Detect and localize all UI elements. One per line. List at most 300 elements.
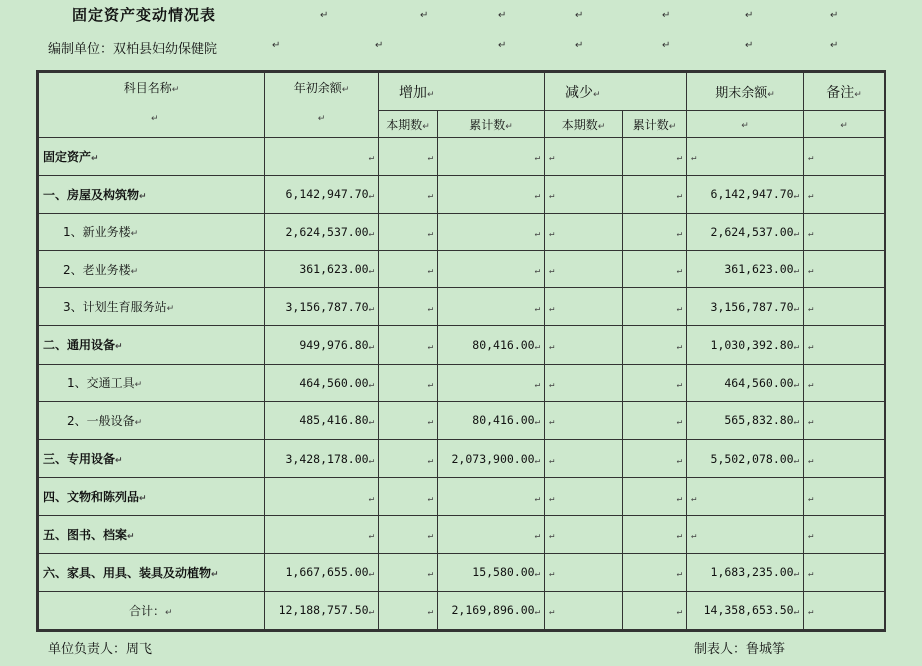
cell-value: 361,623.00 [299, 262, 369, 277]
cell-inc-cum [438, 591, 545, 629]
return-mark-icon: ↵ [498, 10, 507, 21]
row-label: 2、老业务楼 [63, 262, 131, 277]
cell-value: 6,142,947.70 [710, 187, 794, 202]
cell-inc-period [379, 250, 438, 287]
header-decrease: 减少 [565, 84, 594, 101]
return-mark-icon: ↵ [420, 10, 429, 21]
row-label-cell [39, 401, 265, 439]
header-increase: 增加 [399, 84, 427, 101]
asset-change-table [36, 70, 886, 632]
return-mark-icon: ↵ [166, 304, 175, 315]
return-mark-icon: ↵ [575, 10, 584, 21]
return-mark-icon: ↵ [662, 10, 671, 21]
cell-end [687, 288, 804, 326]
cell-value: 5,502,078.00 [710, 451, 794, 466]
cell-end [687, 250, 804, 287]
cell-note [804, 213, 885, 250]
header-row-1 [39, 73, 885, 111]
return-mark-icon: ↵ [741, 121, 749, 132]
header-note-cell [804, 73, 885, 111]
return-mark-icon: ↵ [793, 569, 800, 580]
cell-inc-period [379, 288, 438, 326]
return-mark-icon: ↵ [662, 40, 671, 51]
return-mark-icon: ↵ [549, 417, 555, 428]
cell-note [804, 553, 885, 591]
return-mark-icon: ↵ [676, 228, 683, 239]
return-mark-icon: ↵ [130, 266, 139, 277]
return-mark-icon: ↵ [793, 228, 800, 239]
return-mark-icon: ↵ [368, 455, 374, 466]
cell-value: 3,428,178.00 [285, 451, 369, 466]
cell-begin [265, 364, 379, 401]
return-mark-icon: ↵ [317, 114, 326, 124]
cell-inc-cum [438, 175, 545, 213]
return-mark-icon: ↵ [549, 531, 555, 542]
table-row [39, 250, 885, 287]
cell-end [687, 553, 804, 591]
return-mark-icon: ↵ [130, 229, 139, 240]
table-row [39, 553, 885, 591]
header-note-blank [804, 111, 885, 138]
cell-value: 2,169,896.00 [451, 603, 535, 618]
return-mark-icon: ↵ [854, 89, 862, 100]
cell-end [687, 326, 804, 364]
return-mark-icon: ↵ [808, 569, 814, 580]
header-inc-period-cell [379, 111, 438, 138]
cell-value: 464,560.00 [724, 375, 794, 390]
return-mark-icon: ↵ [549, 191, 555, 202]
return-mark-icon: ↵ [115, 456, 123, 466]
return-mark-icon: ↵ [368, 379, 374, 390]
cell-inc-cum [438, 516, 545, 553]
cell-note [804, 516, 885, 553]
return-mark-icon: ↵ [368, 303, 374, 314]
table-row [39, 364, 885, 401]
cell-end [687, 213, 804, 250]
cell-dec-period [545, 364, 623, 401]
row-label: 固定资产 [43, 149, 92, 164]
table-row [39, 401, 885, 439]
return-mark-icon: ↵ [830, 10, 839, 21]
return-mark-icon: ↵ [534, 531, 541, 542]
return-mark-icon: ↵ [676, 493, 683, 504]
row-label-cell [39, 516, 265, 553]
return-mark-icon: ↵ [427, 607, 433, 618]
cell-note [804, 439, 885, 477]
cell-value: 2,624,537.00 [285, 224, 369, 239]
cell-dec-period [545, 516, 623, 553]
return-mark-icon: ↵ [534, 417, 541, 428]
return-mark-icon: ↵ [427, 531, 433, 542]
cell-value: 80,416.00 [472, 413, 535, 428]
cell-begin [265, 591, 379, 629]
return-mark-icon: ↵ [808, 153, 814, 164]
cell-dec-period [545, 213, 623, 250]
cell-dec-period [545, 591, 623, 629]
return-mark-icon: ↵ [676, 569, 683, 580]
return-mark-icon: ↵ [676, 303, 683, 314]
cell-begin [265, 250, 379, 287]
return-mark-icon: ↵ [368, 607, 374, 618]
return-mark-icon: ↵ [549, 153, 555, 164]
return-mark-icon: ↵ [549, 341, 555, 352]
table-row [39, 288, 885, 326]
cell-dec-period [545, 478, 623, 516]
cell-inc-cum [438, 553, 545, 591]
return-mark-icon: ↵ [127, 531, 135, 542]
return-mark-icon: ↵ [368, 531, 374, 542]
cell-dec-cum [623, 250, 687, 287]
return-mark-icon: ↵ [676, 417, 683, 428]
return-mark-icon: ↵ [534, 607, 541, 618]
return-mark-icon: ↵ [368, 493, 374, 504]
cell-dec-cum [623, 439, 687, 477]
return-mark-icon: ↵ [793, 455, 800, 466]
footer-preparer: 制表人：鲁城筝 [694, 642, 786, 657]
return-mark-icon: ↵ [368, 153, 374, 164]
cell-dec-cum [623, 326, 687, 364]
return-mark-icon: ↵ [534, 153, 541, 164]
cell-inc-period [379, 478, 438, 516]
row-label: 2、一般设备 [67, 413, 135, 428]
cell-dec-period [545, 288, 623, 326]
cell-inc-cum [438, 364, 545, 401]
cell-dec-period [545, 326, 623, 364]
cell-dec-period [545, 439, 623, 477]
return-mark-icon: ↵ [534, 228, 541, 239]
row-label: 合计： [129, 603, 166, 618]
header-end-cell [687, 73, 804, 111]
return-mark-icon: ↵ [534, 455, 541, 466]
cell-value: 15,580.00 [472, 565, 535, 580]
cell-inc-cum [438, 478, 545, 516]
return-mark-icon: ↵ [422, 121, 430, 132]
cell-dec-cum [623, 364, 687, 401]
row-label-cell [39, 364, 265, 401]
return-mark-icon: ↵ [830, 40, 839, 51]
cell-note [804, 250, 885, 287]
cell-value: 949,976.80 [299, 337, 369, 352]
return-mark-icon: ↵ [840, 121, 848, 132]
return-mark-icon: ↵ [691, 493, 697, 504]
cell-end [687, 138, 804, 175]
cell-value: 1,667,655.00 [285, 565, 369, 580]
return-mark-icon: ↵ [134, 417, 143, 428]
cell-note [804, 591, 885, 629]
cell-value: 14,358,653.50 [703, 603, 794, 618]
header-item: 科目名称 [123, 81, 172, 95]
table-row [39, 138, 885, 175]
header-inc-cum-cell [438, 111, 545, 138]
cell-begin [265, 213, 379, 250]
return-mark-icon: ↵ [505, 121, 513, 132]
table-row [39, 478, 885, 516]
return-mark-icon: ↵ [272, 40, 281, 51]
return-mark-icon: ↵ [368, 569, 374, 580]
return-mark-icon: ↵ [767, 90, 775, 101]
cell-dec-period [545, 175, 623, 213]
return-mark-icon: ↵ [134, 380, 143, 391]
return-mark-icon: ↵ [808, 303, 814, 314]
row-label: 3、计划生育服务站 [63, 300, 167, 315]
cell-begin [265, 439, 379, 477]
return-mark-icon: ↵ [549, 228, 555, 239]
cell-begin [265, 553, 379, 591]
return-mark-icon: ↵ [549, 569, 555, 580]
return-mark-icon: ↵ [676, 379, 683, 390]
cell-begin [265, 175, 379, 213]
return-mark-icon: ↵ [676, 531, 683, 542]
cell-note [804, 175, 885, 213]
page-title: 固定资产变动情况表 [72, 6, 217, 24]
return-mark-icon: ↵ [368, 417, 374, 428]
return-mark-icon: ↵ [808, 531, 814, 542]
row-label-cell [39, 553, 265, 591]
return-mark-icon: ↵ [368, 341, 374, 352]
return-mark-icon: ↵ [549, 607, 555, 618]
cell-dec-period [545, 250, 623, 287]
return-mark-icon: ↵ [808, 266, 814, 277]
table-row [39, 213, 885, 250]
return-mark-icon: ↵ [427, 191, 433, 202]
row-label-cell [39, 591, 265, 629]
row-label: 五、图书、档案 [43, 527, 128, 542]
return-mark-icon: ↵ [691, 153, 697, 164]
return-mark-icon: ↵ [676, 153, 683, 164]
cell-note [804, 364, 885, 401]
return-mark-icon: ↵ [341, 85, 350, 95]
cell-note [804, 326, 885, 364]
return-mark-icon: ↵ [427, 303, 433, 314]
table-row [39, 516, 885, 553]
table-row [39, 175, 885, 213]
cell-end [687, 364, 804, 401]
return-mark-icon: ↵ [534, 341, 541, 352]
cell-dec-cum [623, 138, 687, 175]
return-mark-icon: ↵ [745, 10, 754, 21]
cell-value: 361,623.00 [724, 262, 794, 277]
return-mark-icon: ↵ [427, 89, 435, 100]
return-mark-icon: ↵ [368, 191, 374, 202]
return-mark-icon: ↵ [165, 607, 173, 618]
return-mark-icon: ↵ [151, 114, 159, 124]
cell-end [687, 439, 804, 477]
cell-dec-cum [623, 213, 687, 250]
cell-note [804, 138, 885, 175]
return-mark-icon: ↵ [115, 342, 123, 353]
return-mark-icon: ↵ [808, 379, 814, 390]
return-mark-icon: ↵ [534, 493, 541, 504]
cell-value: 1,030,392.80 [710, 337, 794, 352]
return-mark-icon: ↵ [534, 191, 541, 202]
header-decrease-cell [545, 73, 687, 111]
row-label-cell [39, 213, 265, 250]
header-dec-cum: 累计数 [632, 117, 669, 132]
cell-inc-cum [438, 250, 545, 287]
table-row [39, 326, 885, 364]
cell-value: 565,832.80 [724, 413, 794, 428]
return-mark-icon: ↵ [534, 303, 541, 314]
return-mark-icon: ↵ [427, 379, 433, 390]
cell-dec-period [545, 138, 623, 175]
cell-inc-period [379, 553, 438, 591]
return-mark-icon: ↵ [808, 228, 814, 239]
return-mark-icon: ↵ [427, 417, 433, 428]
cell-inc-cum [438, 213, 545, 250]
return-mark-icon: ↵ [139, 494, 147, 505]
row-label: 一、房屋及构筑物 [43, 187, 140, 202]
cell-dec-period [545, 401, 623, 439]
cell-value: 485,416.80 [299, 413, 369, 428]
return-mark-icon: ↵ [808, 493, 814, 504]
return-mark-icon: ↵ [676, 607, 683, 618]
row-label: 二、通用设备 [43, 338, 116, 353]
return-mark-icon: ↵ [427, 228, 433, 239]
header-begin: 年初余额 [293, 81, 342, 95]
return-mark-icon: ↵ [427, 569, 433, 580]
cell-dec-cum [623, 516, 687, 553]
return-mark-icon: ↵ [368, 228, 374, 239]
cell-inc-period [379, 213, 438, 250]
return-mark-icon: ↵ [427, 493, 433, 504]
return-mark-icon: ↵ [793, 417, 800, 428]
return-mark-icon: ↵ [745, 40, 754, 51]
cell-begin [265, 478, 379, 516]
return-mark-icon: ↵ [534, 569, 541, 580]
header-inc-period: 本期数 [386, 117, 423, 132]
cell-begin [265, 516, 379, 553]
return-mark-icon: ↵ [427, 341, 433, 352]
header-increase-cell [379, 73, 545, 111]
header-dec-period: 本期数 [561, 117, 598, 132]
cell-note [804, 401, 885, 439]
return-mark-icon: ↵ [549, 303, 555, 314]
return-mark-icon: ↵ [676, 455, 683, 466]
return-mark-icon: ↵ [91, 153, 99, 164]
return-mark-icon: ↵ [368, 266, 374, 277]
cell-end [687, 591, 804, 629]
cell-inc-cum [438, 288, 545, 326]
return-mark-icon: ↵ [534, 379, 541, 390]
return-mark-icon: ↵ [427, 153, 433, 164]
return-mark-icon: ↵ [793, 341, 800, 352]
header-inc-cum: 累计数 [469, 117, 506, 132]
header-item-cell [39, 73, 265, 138]
return-mark-icon: ↵ [171, 85, 180, 95]
return-mark-icon: ↵ [211, 569, 219, 580]
return-mark-icon: ↵ [549, 455, 555, 466]
return-mark-icon: ↵ [597, 121, 606, 132]
return-mark-icon: ↵ [139, 191, 147, 202]
return-mark-icon: ↵ [808, 455, 814, 466]
return-mark-icon: ↵ [808, 607, 814, 618]
header-dec-period-cell [545, 111, 623, 138]
cell-dec-cum [623, 591, 687, 629]
cell-dec-cum [623, 401, 687, 439]
cell-note [804, 288, 885, 326]
row-label: 1、新业务楼 [63, 225, 131, 240]
cell-value: 464,560.00 [299, 375, 369, 390]
return-mark-icon: ↵ [549, 493, 555, 504]
cell-inc-period [379, 516, 438, 553]
row-label: 三、专用设备 [43, 452, 116, 466]
table-row [39, 439, 885, 477]
cell-inc-period [379, 138, 438, 175]
row-label-cell [39, 478, 265, 516]
return-mark-icon: ↵ [691, 531, 697, 542]
row-label-cell [39, 175, 265, 213]
return-mark-icon: ↵ [549, 266, 555, 277]
cell-dec-cum [623, 478, 687, 516]
cell-inc-cum [438, 401, 545, 439]
return-mark-icon: ↵ [575, 40, 584, 51]
cell-inc-period [379, 401, 438, 439]
cell-end [687, 175, 804, 213]
cell-value: 3,156,787.70 [710, 299, 794, 314]
return-mark-icon: ↵ [808, 191, 814, 202]
cell-dec-cum [623, 175, 687, 213]
return-mark-icon: ↵ [676, 341, 683, 352]
return-mark-icon: ↵ [498, 40, 507, 51]
return-mark-icon: ↵ [375, 40, 384, 51]
return-mark-icon: ↵ [676, 266, 683, 277]
cell-begin [265, 288, 379, 326]
header-begin-cell [265, 73, 379, 138]
return-mark-icon: ↵ [427, 266, 433, 277]
row-label: 六、家具、用具、装具及动植物 [43, 565, 212, 580]
footer-responsible: 单位负责人：周飞 [48, 642, 153, 657]
cell-end [687, 516, 804, 553]
cell-inc-cum [438, 326, 545, 364]
row-label-cell [39, 250, 265, 287]
header-end: 期末余额 [715, 86, 768, 102]
header-note: 备注 [826, 84, 855, 101]
cell-note [804, 478, 885, 516]
cell-dec-cum [623, 288, 687, 326]
cell-value: 1,683,235.00 [710, 565, 794, 580]
unit-label: 编制单位：双柏县妇幼保健院 [48, 42, 218, 57]
cell-begin [265, 138, 379, 175]
row-label-cell [39, 326, 265, 364]
cell-value: 12,188,757.50 [278, 603, 369, 618]
row-label: 四、文物和陈列品 [43, 490, 140, 505]
cell-inc-period [379, 591, 438, 629]
return-mark-icon: ↵ [427, 455, 433, 466]
return-mark-icon: ↵ [793, 379, 800, 390]
return-mark-icon: ↵ [320, 10, 329, 21]
header-dec-cum-cell [623, 111, 687, 138]
cell-value: 2,624,537.00 [710, 224, 794, 239]
cell-begin [265, 326, 379, 364]
return-mark-icon: ↵ [793, 607, 800, 618]
return-mark-icon: ↵ [676, 191, 683, 202]
return-mark-icon: ↵ [793, 191, 800, 202]
cell-value: 3,156,787.70 [285, 299, 369, 314]
row-label: 1、交通工具 [67, 376, 135, 391]
return-mark-icon: ↵ [534, 266, 541, 277]
cell-end [687, 401, 804, 439]
return-mark-icon: ↵ [808, 341, 814, 352]
table [38, 72, 885, 630]
row-label-cell [39, 439, 265, 477]
cell-inc-period [379, 364, 438, 401]
cell-dec-period [545, 553, 623, 591]
row-label-cell [39, 138, 265, 175]
cell-inc-cum [438, 439, 545, 477]
cell-value: 2,073,900.00 [451, 451, 535, 466]
cell-inc-period [379, 326, 438, 364]
cell-value: 80,416.00 [472, 337, 535, 352]
